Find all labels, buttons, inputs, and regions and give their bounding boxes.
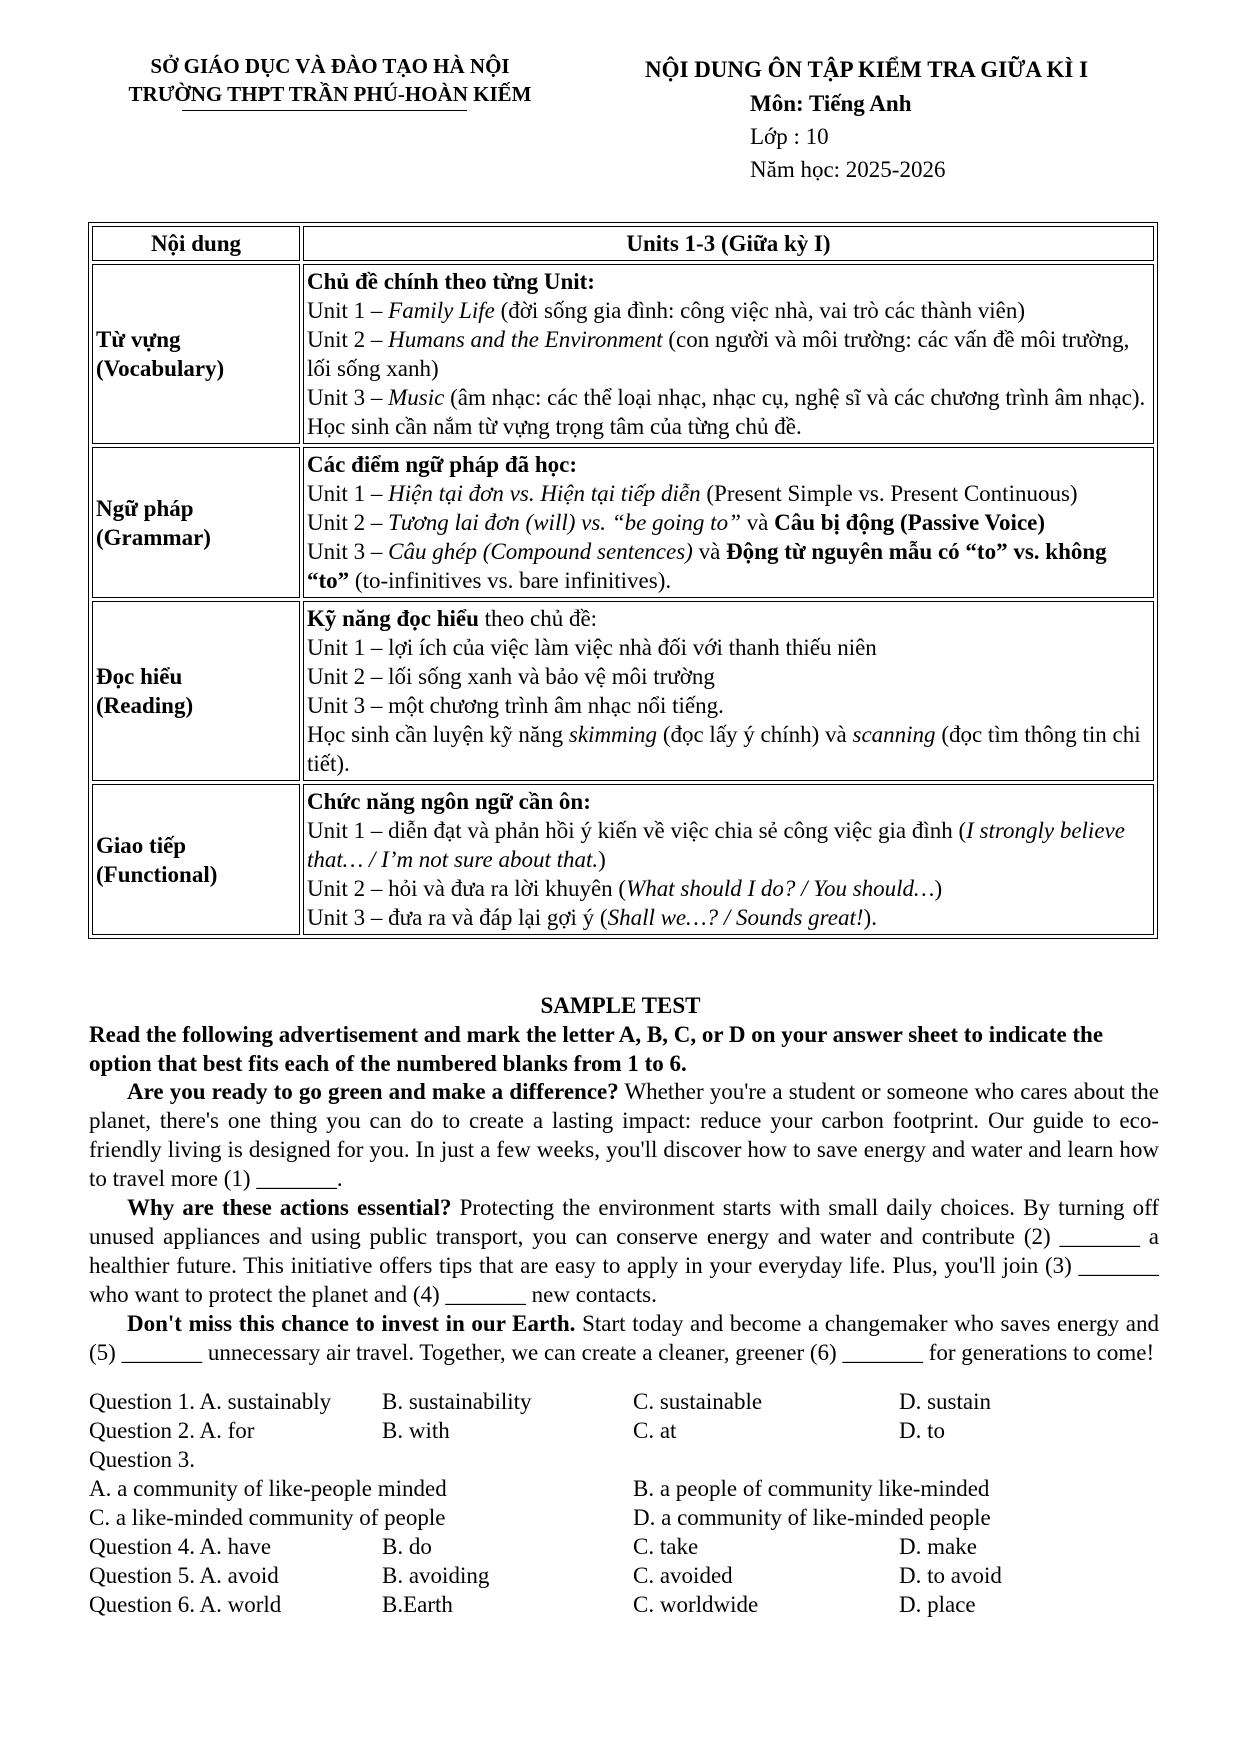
sample-test-title: SAMPLE TEST bbox=[540, 993, 701, 1018]
q3-option-d: D. a community of like-minded people bbox=[633, 1505, 991, 1530]
header-underline bbox=[182, 110, 467, 111]
review-content-table bbox=[88, 222, 1158, 939]
test-instruction: Read the following advertisement and mark the letter A, B, C, or D on your answer sheet to indicate the option that best fits each of the numbered blanks from 1 to 6. bbox=[89, 1022, 1104, 1076]
header-units: Units 1-3 (Giữa kỳ I) bbox=[303, 226, 1154, 261]
q2-option-a: Question 2. A. for bbox=[89, 1418, 255, 1443]
question-3-row-ab bbox=[89, 1474, 1159, 1503]
q2-option-c: C. at bbox=[633, 1418, 677, 1443]
reading-details: Kỹ năng đọc hiểu theo chủ đề: Unit 1 – lợi ích của việc làm việc nhà đối với thanh thiếu niên Unit 2 – lối sống xanh và bảo vệ môi trường Unit 3 – một chương trình âm nhạc nổi tiếng. Học sinh cần luyện kỹ năng skimming (đọc lấy ý chính) và scanning (đọc tìm thông tin chi tiết). bbox=[303, 601, 1154, 781]
subject-line: Môn: Tiếng Anh bbox=[750, 91, 912, 116]
row-label-functional: Giao tiếp (Functional) bbox=[92, 784, 300, 935]
grade-line: Lớp : 10 bbox=[750, 124, 829, 149]
department-name: SỞ GIÁO DỤC VÀ ĐÀO TẠO HÀ NỘI bbox=[150, 54, 510, 78]
question-2 bbox=[89, 1416, 1159, 1445]
table-row-functional bbox=[92, 784, 1154, 935]
q5-option-b: B. avoiding bbox=[382, 1563, 490, 1588]
table-row-vocabulary bbox=[92, 264, 1154, 444]
q1-option-c: C. sustainable bbox=[633, 1389, 763, 1414]
table-row-reading bbox=[92, 601, 1154, 781]
q5-option-d: D. to avoid bbox=[899, 1563, 1002, 1588]
question-5 bbox=[89, 1561, 1159, 1590]
school-header bbox=[80, 52, 580, 111]
q2-option-d: D. to bbox=[899, 1418, 945, 1443]
table-row-grammar bbox=[92, 447, 1154, 598]
school-name: TRƯỜNG THPT TRẦN PHÚ-HOÀN KIẾM bbox=[128, 82, 532, 106]
q3-label: Question 3. bbox=[89, 1447, 196, 1472]
row-label-grammar: Ngữ pháp (Grammar) bbox=[92, 447, 300, 598]
q3-option-a: A. a community of like-people minded bbox=[89, 1476, 447, 1501]
q6-option-c: C. worldwide bbox=[633, 1592, 759, 1617]
header-content: Nội dung bbox=[92, 226, 300, 261]
passage-paragraph-1: Are you ready to go green and make a difference? Whether you're a student or someone who cares about the planet, there's one thing you can do to create a lasting impact: reduce your carbon footprint. Our guide to eco-friendly living is designed for you. In just a few weeks, you'll discover how to save energy and water and learn how to travel more (1) _______. bbox=[89, 1079, 1159, 1191]
q2-option-b: B. with bbox=[382, 1418, 450, 1443]
grammar-details: Các điểm ngữ pháp đã học: Unit 1 – Hiện tại đơn vs. Hiện tại tiếp diễn (Present Simple vs. Present Continuous) Unit 2 – Tương lai đơn (will) vs. “be going to” và Câu bị động (Passive Voice) Unit 3 – Câu ghép (Compound sentences) và Động từ nguyên mẫu có “to” vs. không “to” (to-infinitives vs. bare infinitives). bbox=[303, 447, 1154, 598]
document-title: NỘI DUNG ÔN TẬP KIỂM TRA GIỮA KÌ I bbox=[645, 57, 1089, 82]
q4-option-b: B. do bbox=[382, 1534, 432, 1559]
q1-option-b: B. sustainability bbox=[382, 1389, 532, 1414]
q3-option-c: C. a like-minded community of people bbox=[89, 1505, 446, 1530]
question-4 bbox=[89, 1532, 1159, 1561]
q4-option-c: C. take bbox=[633, 1534, 699, 1559]
question-6 bbox=[89, 1590, 1159, 1619]
question-3-row-cd bbox=[89, 1503, 1159, 1532]
functional-details: Chức năng ngôn ngữ cần ôn: Unit 1 – diễn đạt và phản hồi ý kiến về việc chia sẻ công việc gia đình (I strongly believe that… / I’m not sure about that.) Unit 2 – hỏi và đưa ra lời khuyên (What should I do? / You should…) Unit 3 – đưa ra và đáp lại gợi ý (Shall we…? / Sounds great!). bbox=[303, 784, 1154, 935]
q6-option-b: B.Earth bbox=[382, 1592, 453, 1617]
q6-option-a: Question 6. A. world bbox=[89, 1592, 282, 1617]
q1-option-d: D. sustain bbox=[899, 1389, 991, 1414]
passage-paragraph-3: Don't miss this chance to invest in our Earth. Start today and become a changemaker who saves energy and (5) _______ unnecessary air travel. Together, we can create a cleaner, greener (6) _______ for generations to come! bbox=[89, 1311, 1159, 1365]
q5-option-c: C. avoided bbox=[633, 1563, 733, 1588]
question-3-label-row bbox=[89, 1445, 1159, 1474]
q1-option-a: Question 1. A. sustainably bbox=[89, 1389, 332, 1414]
question-1 bbox=[89, 1387, 1159, 1416]
passage-paragraph-2: Why are these actions essential? Protecting the environment starts with small daily choices. By turning off unused appliances and using public transport, you can conserve energy and water and contribute (2) _______ a healthier future. This initiative offers tips that are easy to apply in your everyday life. Plus, you'll join (3) _______ who want to protect the planet and (4) _______ new contacts. bbox=[89, 1195, 1159, 1307]
q3-option-b: B. a people of community like-minded bbox=[633, 1476, 990, 1501]
q4-option-d: D. make bbox=[899, 1534, 977, 1559]
row-label-reading: Đọc hiểu (Reading) bbox=[92, 601, 300, 781]
row-label-vocabulary: Từ vựng (Vocabulary) bbox=[92, 264, 300, 444]
q5-option-a: Question 5. A. avoid bbox=[89, 1563, 279, 1588]
q4-option-a: Question 4. A. have bbox=[89, 1534, 272, 1559]
school-year-line: Năm học: 2025-2026 bbox=[750, 157, 946, 182]
table-header-row bbox=[92, 226, 1154, 261]
vocabulary-details: Chủ đề chính theo từng Unit: Unit 1 – Family Life (đời sống gia đình: công việc nhà, vai trò các thành viên) Unit 2 – Humans and the Environment (con người và môi trường: các vấn đề môi trường, lối sống xanh) Unit 3 – Music (âm nhạc: các thể loại nhạc, nhạc cụ, nghệ sĩ và các chương trình âm nhạc). Học sinh cần nắm từ vựng trọng tâm của từng chủ đề. bbox=[303, 264, 1154, 444]
q6-option-d: D. place bbox=[899, 1592, 976, 1617]
